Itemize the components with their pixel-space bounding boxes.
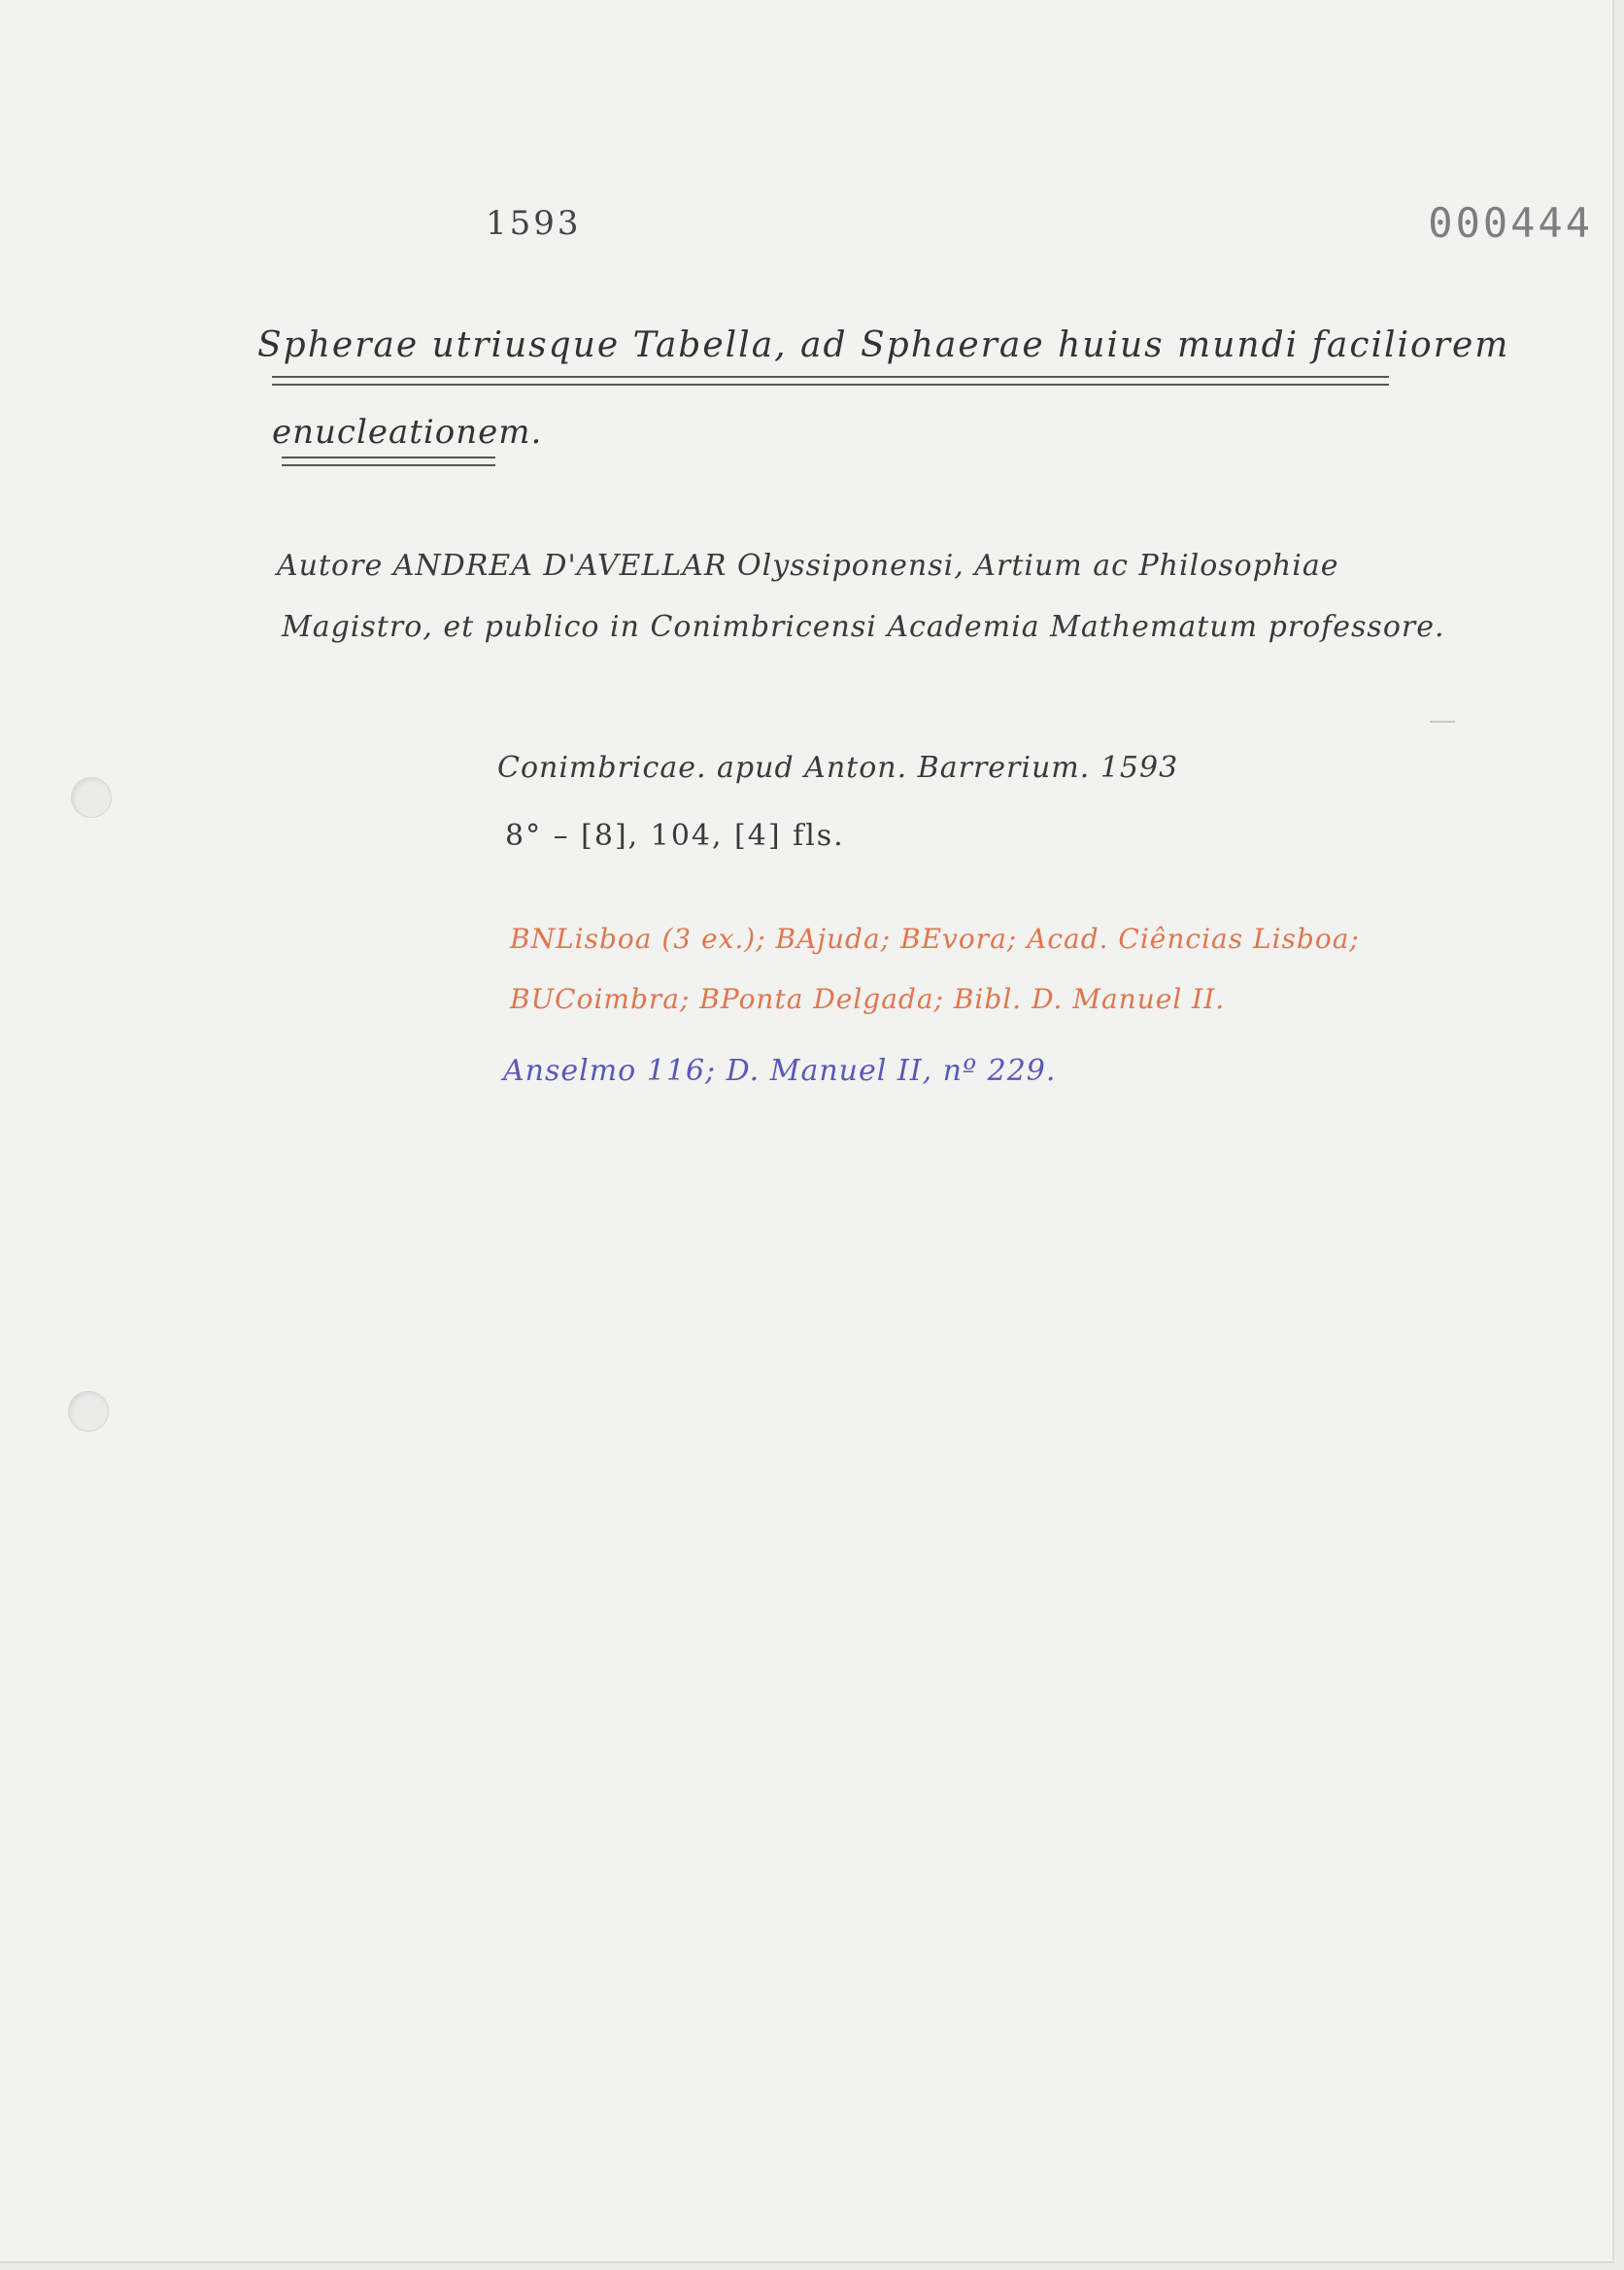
title-underline-1a xyxy=(272,376,1389,378)
title-line-1: Spherae utriusque Tabella, ad Sphaerae huius mundi faciliorem xyxy=(257,325,1510,365)
bibliographic-references: Anselmo 116; D. Manuel II, nº 229. xyxy=(503,1054,1057,1088)
title-line-2: enucleationem. xyxy=(272,413,543,452)
punch-hole-top xyxy=(71,777,112,818)
title-underline-2a xyxy=(282,457,495,458)
pencil-tick-mark xyxy=(1430,721,1455,723)
author-line-1: Autore ANDREA D'AVELLAR Olyssiponensi, Artium ac Philosophiae xyxy=(277,549,1339,583)
holdings-line-1: BNLisboa (3 ex.); BAjuda; BEvora; Acad. Ciências Lisboa; xyxy=(510,923,1360,955)
serial-number-stamp: 000444 xyxy=(1428,199,1593,247)
author-line-2: Magistro, et publico in Conimbricensi Academia Mathematum professore. xyxy=(282,610,1445,644)
title-underline-1b xyxy=(272,384,1389,386)
imprint: Conimbricae. apud Anton. Barrerium. 1593 xyxy=(497,751,1179,785)
holdings-line-2: BUCoimbra; BPonta Delgada; Bibl. D. Manuel II. xyxy=(510,983,1226,1015)
card-year: 1593 xyxy=(486,204,582,243)
title-underline-2b xyxy=(282,464,495,466)
collation: 8° – [8], 104, [4] fls. xyxy=(505,819,845,853)
punch-hole-bottom xyxy=(68,1391,109,1432)
